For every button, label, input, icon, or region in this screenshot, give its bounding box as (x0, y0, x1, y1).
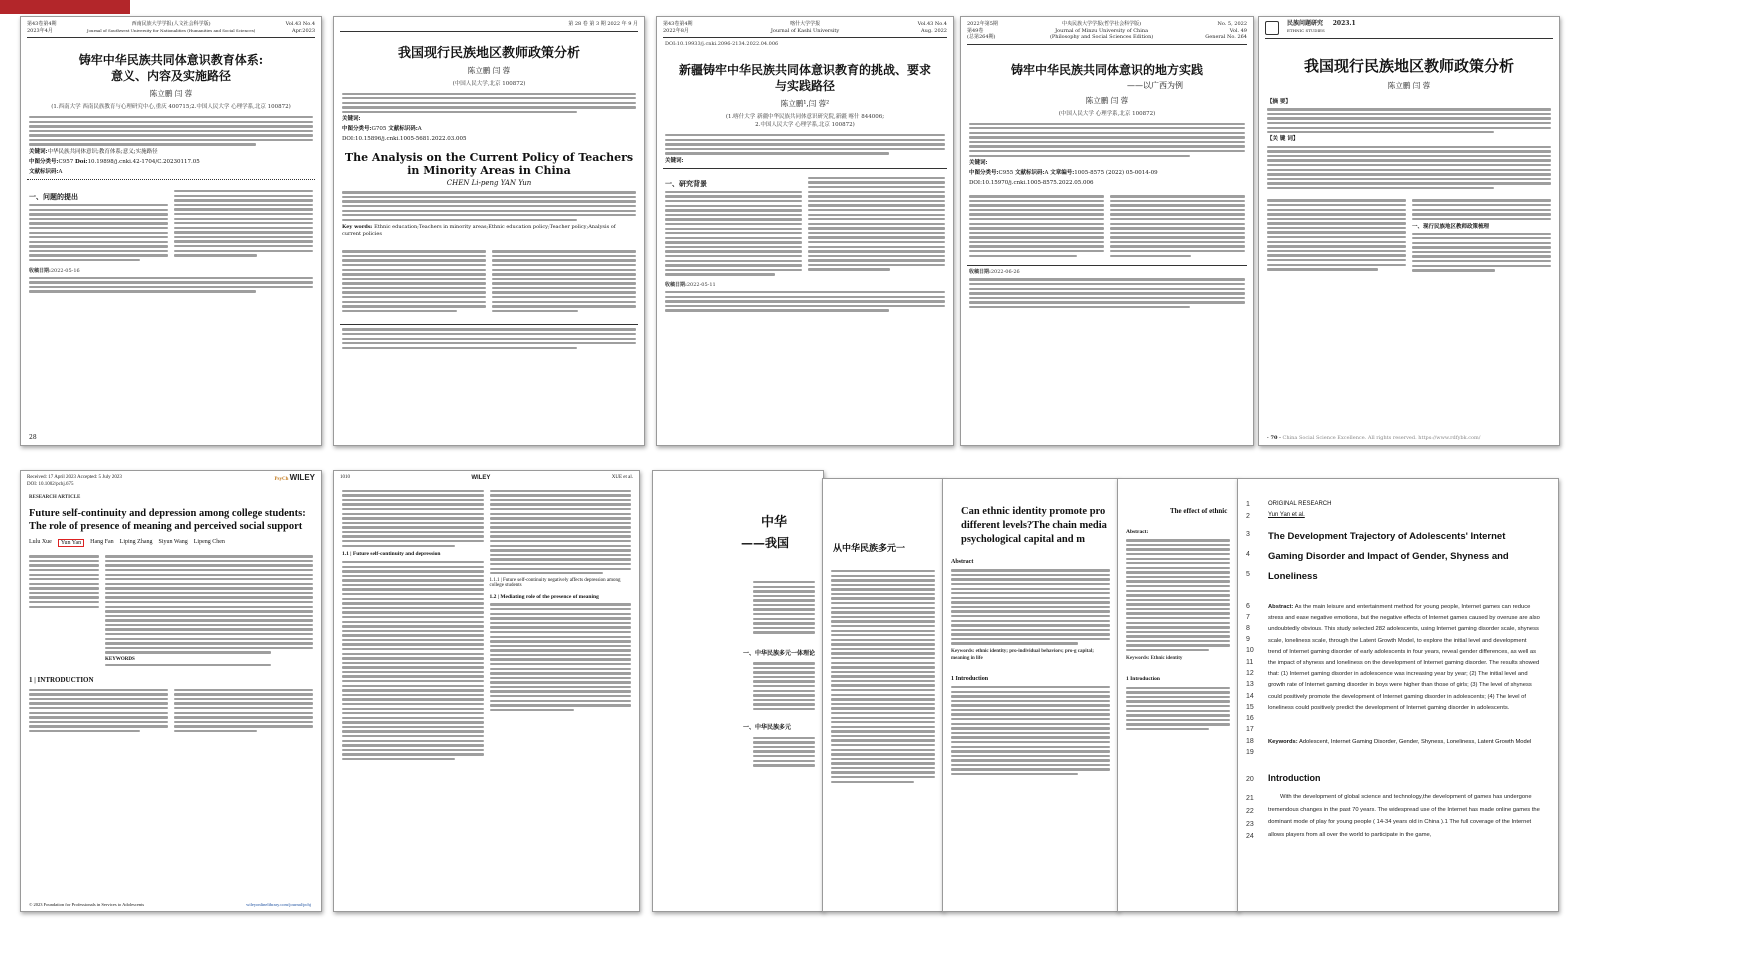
section-heading: 一、中华民族多元一体理论 (743, 649, 816, 657)
authors: Yun Yan et al. (1268, 512, 1305, 518)
abstract-text (21, 116, 321, 146)
paper-page-2[interactable] (333, 16, 645, 446)
section-heading: 一、问题的提出 (29, 191, 78, 201)
page-title: Future self-continuity and depression among college students: The role of presence of meaning and perceived social support (29, 508, 306, 532)
page-subtitle-fragment: ——我国 (741, 536, 790, 550)
author-name: Hang Fan (90, 539, 114, 545)
paper-page-10[interactable] (942, 478, 1119, 912)
authors: 陈立鹏 闫 蓉 (149, 89, 193, 98)
page-footer: · 70 · China Social Science Excellence. All rights reserved. https://www.rdfybk.com/ (1267, 435, 1481, 441)
authors (21, 537, 321, 549)
paper-page-8[interactable] (652, 470, 824, 912)
page-title-fragment: The effect of ethnic (1170, 507, 1228, 515)
received-date: 收稿日期:2022-06-26 (969, 269, 1020, 276)
author-name: Yun Yan (58, 539, 84, 547)
doi: DOI:10.15896/j.cnki.1005-5681.2022.03.005 (342, 136, 467, 143)
journal-date-en: Apr.2023 (292, 27, 315, 34)
section-heading: Introduction (1268, 773, 1321, 783)
line-number: 11 (1246, 659, 1254, 666)
page-title: 我国现行民族地区教师政策分析 (1303, 57, 1514, 75)
journal-issue: 第43卷第4期 (27, 21, 57, 27)
page-title: Can ethnic identity promote pro different levels?The chain media psychological capital and m (961, 506, 1107, 545)
page-title: 新疆铸牢中华民族共同体意识教育的挑战、要求 与实践路径 (678, 63, 931, 93)
english-title: The Analysis on the Current Policy of Teachers in Minority Areas in China (344, 151, 634, 178)
line-number: 6 (1246, 603, 1250, 610)
keywords-line: 关键词: (665, 157, 684, 164)
page-footer: © 2023 Foundation for Professionals in Services to Adolescents wileyonlinelibrary.com/journal/pchj (29, 902, 311, 907)
abstract-text (961, 123, 1253, 157)
english-authors: CHEN Li-peng YAN Yun (446, 179, 532, 188)
page-subtitle: ——以广西为例 (1127, 80, 1183, 90)
article-type: RESEARCH ARTICLE (29, 495, 81, 500)
affiliation: (中国人民大学,北京 100872) (452, 80, 526, 87)
journal-name: 西南民族大学学报(人文社会科学版) (131, 21, 211, 27)
authors: 陈立鹏 闫 蓉 (1387, 81, 1431, 90)
keywords-line: Keywords: Ethnic identity (1126, 656, 1183, 662)
line-number: 13 (1246, 681, 1254, 688)
journal-name-en: Journal of Southwest University for Nationalities (Humanities and Social Sciences) (86, 27, 256, 33)
corner-accent (0, 0, 130, 14)
affiliation: (1.西南大学 西南民族教育与心理研究中心,重庆 400715;2.中国人民大学 心理学系,北京 100872) (51, 104, 291, 110)
journal-header (21, 17, 321, 34)
line-number: 18 (1246, 738, 1254, 745)
section-heading: 一、研究背景 (665, 178, 707, 188)
article-code-line: 文献标识码:A (29, 168, 63, 175)
keywords-line: 关键词: (342, 116, 361, 123)
doi: DOI:10.15970/j.cnki.1005-8575.2022.05.006 (969, 179, 1094, 186)
keywords-line: 【关 键 词】 (1267, 136, 1299, 143)
line-number: 21 (1246, 795, 1254, 802)
keywords-line: Keywords: ethnic identity; pro-individual behaviors; pro-g capital; meaning in life (951, 648, 1094, 661)
classification-line: 中图分类号:C955 文献标识码:A 文章编号:1005-8575 (2022) 05-0014-09 (969, 169, 1158, 176)
affiliation-2: 2.中国人民大学 心理学系,北京 100872) (755, 122, 855, 128)
line-number: 5 (1246, 571, 1250, 578)
journal-volume: Vol.43 No.4 (285, 21, 315, 27)
section-heading-1-1: 1.1 | Future self-continuity and depression (342, 551, 441, 558)
line-number: 17 (1246, 726, 1254, 733)
line-number: 20 (1246, 776, 1254, 783)
paper-page-1[interactable] (20, 16, 322, 446)
page-title: 我国现行民族地区教师政策分析 (397, 45, 580, 61)
abstract-text (657, 134, 953, 155)
section-heading-1-1-1: 1.1.1 | Future self-continuity negatively affects depression among college students (489, 578, 621, 589)
author-name: Liping Zhang (119, 539, 153, 545)
paper-page-3[interactable] (656, 16, 954, 446)
abstract-text (1259, 108, 1559, 133)
received-date: 收稿日期:2022-05-16 (29, 267, 80, 274)
journal-logo-icon (1265, 21, 1279, 35)
line-number: 19 (1246, 749, 1254, 756)
section-heading: 一、现行民族地区教师政策梳理 (1412, 224, 1490, 231)
line-number: 22 (1246, 808, 1254, 815)
journal-header: 第 28 卷 第 3 期 2022 年 9 月 (568, 21, 638, 27)
line-number: 9 (1246, 636, 1250, 643)
line-number: 15 (1246, 704, 1254, 711)
intro-text: With the development of global science and technology,the development of games has undergone tremendous changes in the past 70 years. The widespread use of the Internet has made online games the dominant mode of play for young people ( 14-34 years old in China ).1 The full coverage of the Internet allows players from all over the world to participate in the game, (1268, 794, 1540, 838)
authors: 陈立鹏¹,闫 蓉² (780, 99, 830, 108)
section-heading: 1 Introduction (951, 675, 989, 682)
line-number: 14 (1246, 693, 1254, 700)
english-keywords: Key words: Ethnic education;Teachers in minority areas;Ethnic education policy;Teacher policy;Analysis of current policies (342, 224, 616, 238)
section-heading: 1 | INTRODUCTION (29, 676, 94, 685)
line-number: 10 (1246, 647, 1254, 654)
line-number: 16 (1246, 715, 1254, 722)
page-title: 铸牢中华民族共同体意识的地方实践 (1010, 62, 1203, 77)
line-number: 23 (1246, 821, 1254, 828)
page-title-fragment: 从中华民族多元一 (833, 544, 906, 554)
author-name: Siyun Wang (158, 539, 188, 545)
affiliation: (1.喀什大学 新疆中华民族共同体意识研究院,新疆 喀什 844006; (725, 114, 885, 120)
authors: 陈立鹏 闫 蓉 (1085, 95, 1129, 105)
line-number: 7 (1246, 614, 1250, 621)
section-heading-2: 一、中华民族多元 (743, 724, 792, 732)
paper-page-11[interactable] (1117, 478, 1239, 912)
keywords-line: 关键词:中华民族共同体意识;教育体系;意义;实施路径 (29, 148, 158, 155)
line-number: 4 (1246, 551, 1250, 558)
classification-line: 中图分类号:G705 文献标识码:A (342, 126, 422, 133)
affiliation: (中国人民大学 心理学系,北京 100872) (1058, 110, 1156, 117)
section-heading-1-2: 1.2 | Mediating role of the presence of meaning (489, 594, 599, 601)
page-number: 28 (29, 434, 37, 441)
line-number: 8 (1246, 625, 1250, 632)
line-number: 1 (1246, 501, 1250, 508)
abstract-heading: Abstract: (1126, 529, 1149, 535)
article-header: 1010 WILEY XUE et al. (340, 475, 633, 481)
page-title: 铸牢中华民族共同体意识教育体系: 意义、内容及实施路径 (78, 53, 264, 83)
authors: 陈立鹏 闫 蓉 (467, 65, 511, 75)
keywords-line: Keywords: Adolescent, Internet Gaming Disorder, Gender, Shyness, Loneliness, Latent Growth Model (1268, 739, 1532, 745)
page-title: The Development Trajectory of Adolescents' Internet Gaming Disorder and Impact of Gender, Shyness and Loneliness (1268, 531, 1509, 582)
summary-label: 【摘 要】 (1267, 99, 1291, 105)
journal-header: 2022年第5期 第49卷 (总第264期) 中央民族大学学报(哲学社会科学版) Journal of Minzu University of China (Philosophy and Social Sciences Edition) No. 5, 2022 Vol. 49 General No. 264 (967, 21, 1247, 40)
paper-page-5[interactable] (1258, 16, 1560, 446)
paper-page-12[interactable] (1237, 478, 1559, 912)
abstract-text (334, 93, 644, 114)
received-date: 收稿日期:2022-05-11 (665, 281, 716, 288)
section-heading: 1 Introduction (1126, 676, 1160, 683)
paper-page-7[interactable] (333, 470, 640, 912)
line-number: 3 (1246, 531, 1250, 538)
article-type: ORIGINAL RESEARCH (1268, 501, 1332, 507)
journal-date: 2023年4月 (27, 27, 53, 34)
author-name: Lulu Xue (29, 539, 52, 545)
line-number: 2 (1246, 513, 1250, 520)
abstract-heading: Abstract (951, 559, 974, 565)
doi: DOI:10.19933/j.cnki.2096-2134.2022.04.006 (665, 41, 779, 47)
paper-page-6[interactable] (20, 470, 322, 912)
journal-header: 民族问题研究 ETHNIC STUDIES 2023.1 (1259, 17, 1559, 35)
author-name: Lipeng Chen (193, 539, 225, 545)
page-title-fragment: 中华 (761, 515, 788, 530)
line-number: 12 (1246, 670, 1254, 677)
line-number: 24 (1246, 833, 1254, 840)
abstract-text: Abstract: As the main leisure and entertainment method for young people, Internet games can reduce stress and ease negative emotions, but the negative effects of Internet games caused by overuse are also undoubtedly obvious. This study selected 282 adolescents, using Internet gaming disorder scale, shyness scale, loneliness scale, through the Latent Growth Model, to explore the initial level and development trend of Internet gaming disorder of early adolescents in four years, reveal gender differences, as well as the impact of shyness and loneliness on the development of Internet gaming disorder. The results showed that: (1) Internet gaming disorder in adolescence was increasing year by year; (2) The initial level and growth rate of Internet gaming disorder in boys were higher than those of girls; (3) The level of shyness could positively promote the development of Internet gaming disorder in adolescents; (4) The level of loneliness could positively predict the development of Internet gaming disorder in adolescents. (1268, 604, 1540, 711)
classification-line: 中图分类号:C957 Doi:10.19898/j.cnki.42-1704/C.20230117.05 (29, 158, 200, 165)
keywords-label: KEYWORDS (105, 656, 135, 662)
article-header: Received: 17 April 2023 Accepted: 5 July 2023 DOI: 10.1002/pchj.675 PsyCh WILEY (27, 473, 315, 487)
paper-page-9[interactable] (822, 478, 944, 912)
paper-page-4[interactable] (960, 16, 1254, 446)
keywords-line: 关键词: (969, 159, 988, 166)
journal-header: 第43卷第4期 2022年8月 喀什大学学报 Journal of Kashi University Vol.43 No.4 Aug. 2022 (663, 21, 947, 34)
